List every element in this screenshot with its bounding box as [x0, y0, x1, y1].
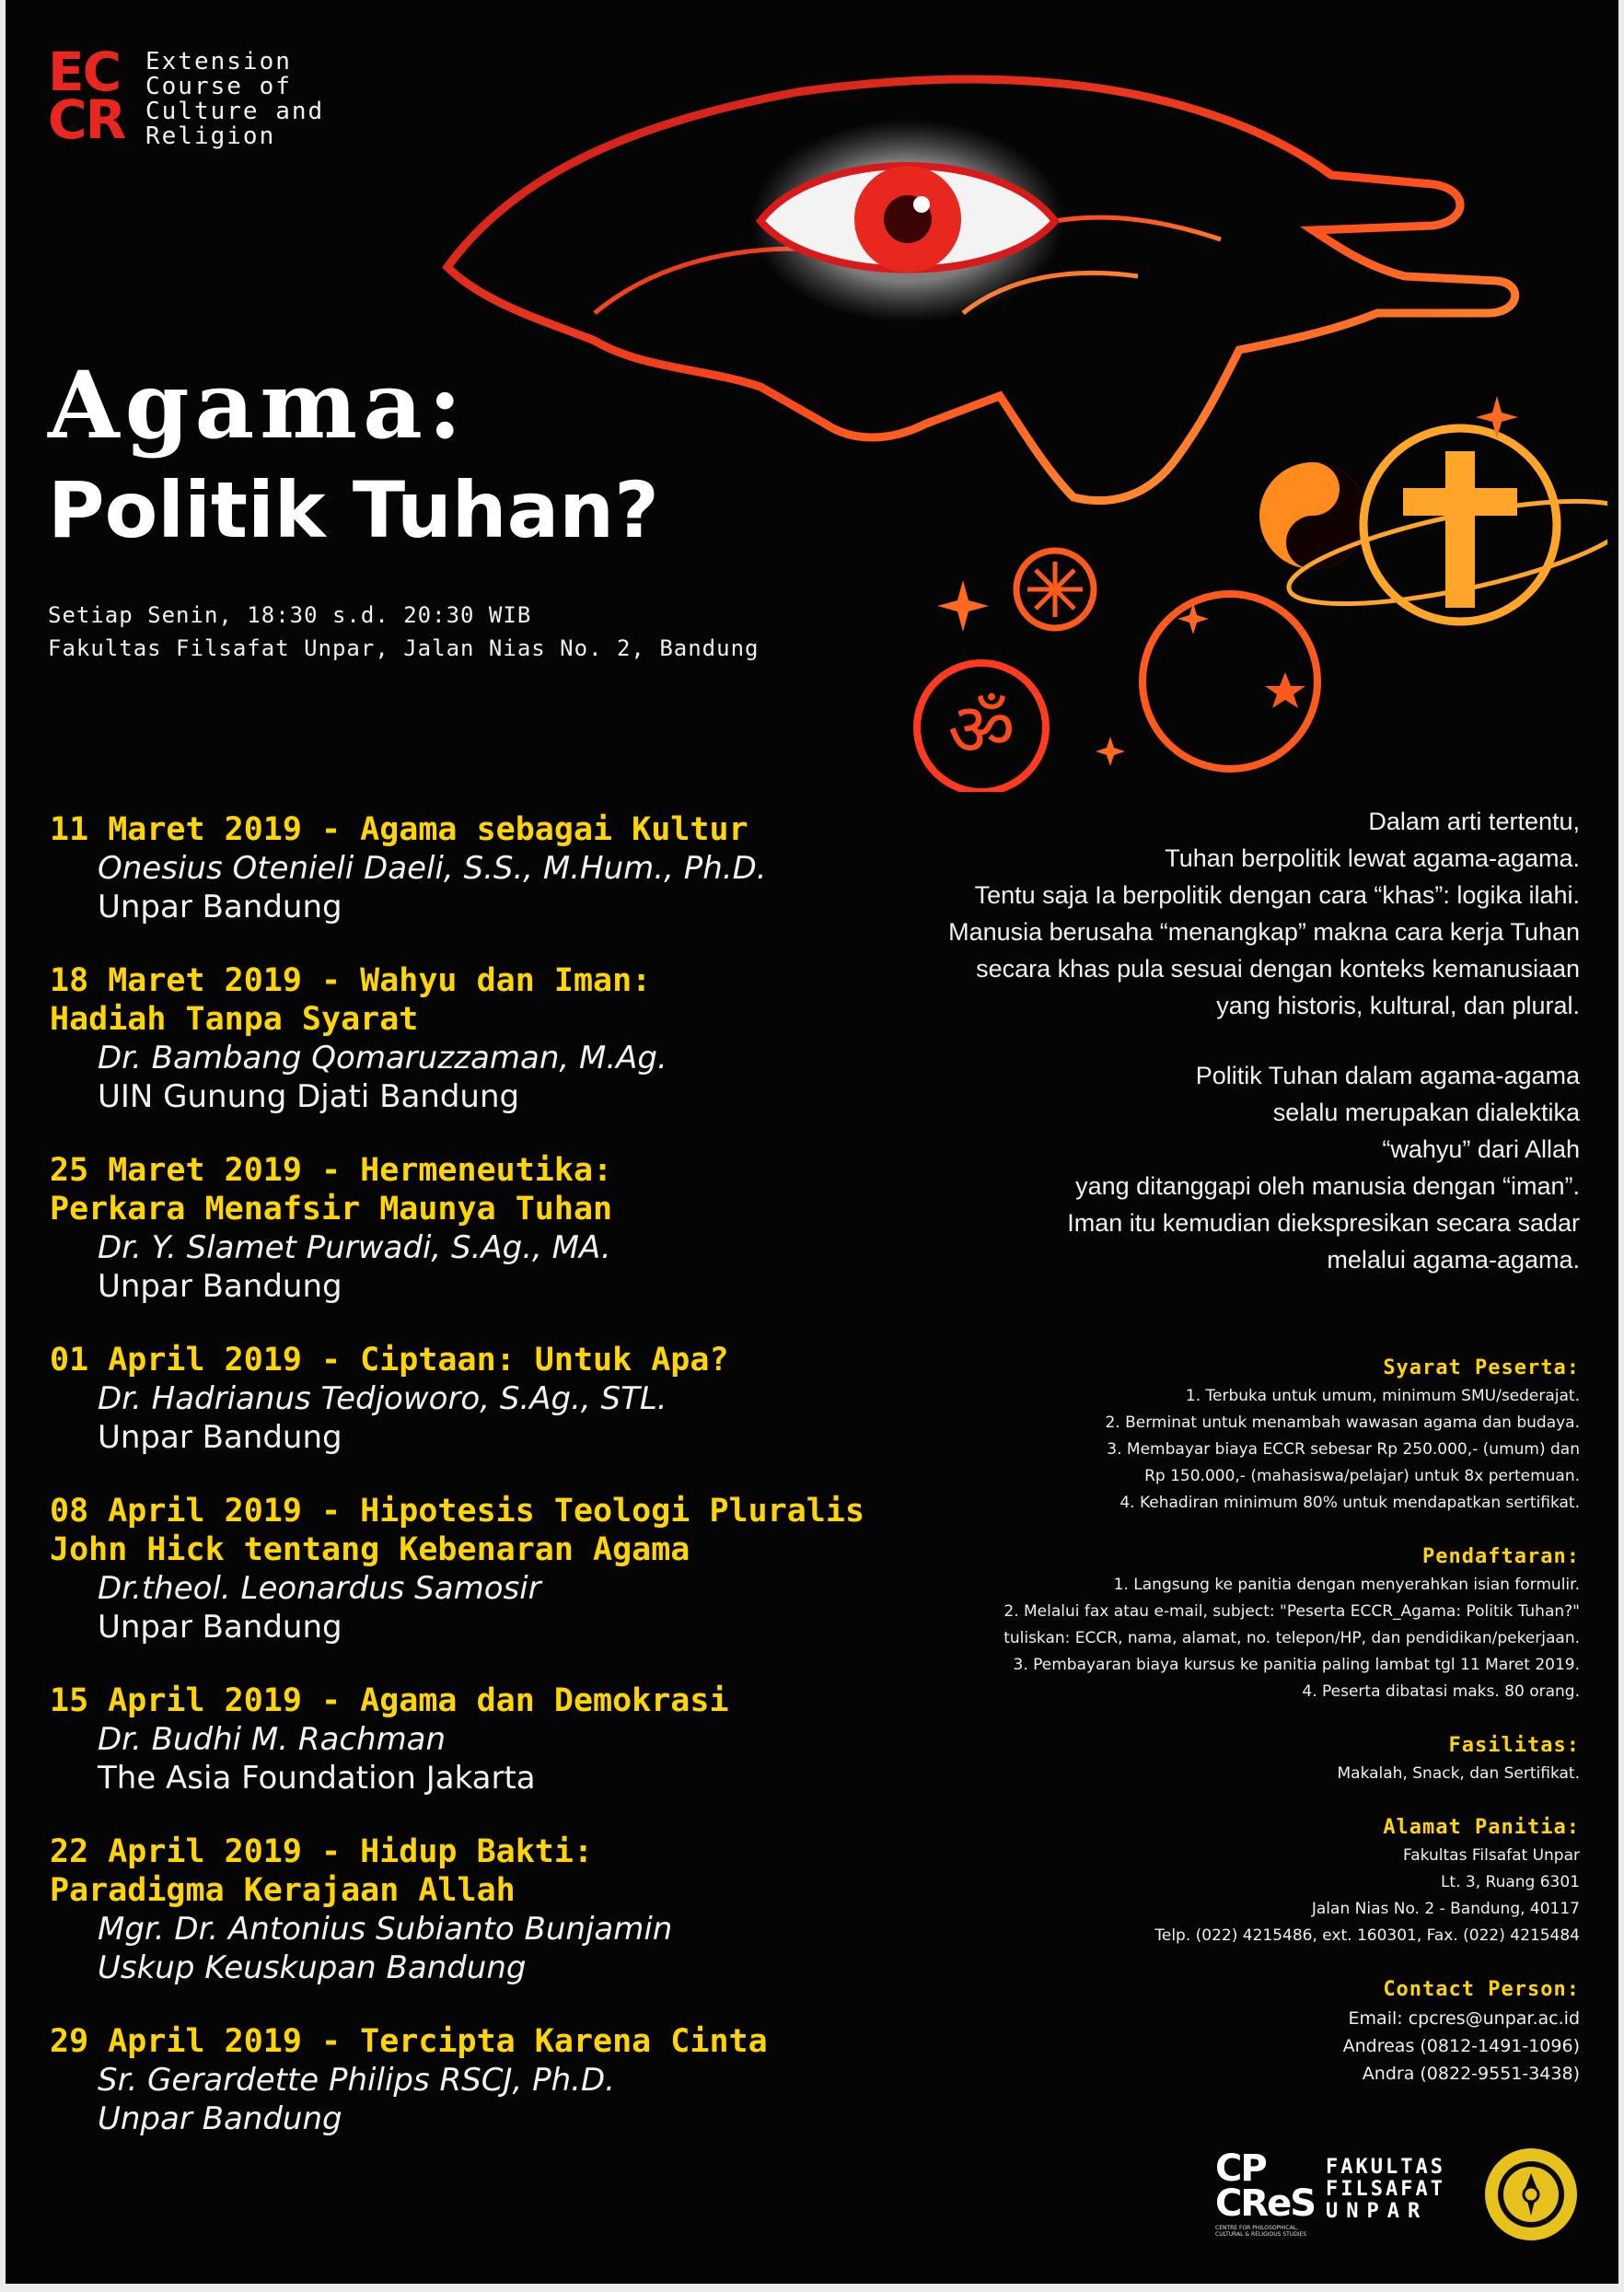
session-title: 01 April 2019 - Ciptaan: Untuk Apa?	[50, 1342, 729, 1379]
dharma-wheel-spokes	[1027, 562, 1083, 617]
description-line: Manusia berusaha “menangkap” makna cara kerja Tuhan	[948, 918, 1580, 946]
fakultas-line: UNPAR	[1326, 2200, 1429, 2223]
info-line: 4. Peserta dibatasi maks. 80 orang.	[1302, 1682, 1580, 1701]
fakultas-logo	[1326, 2157, 1464, 2223]
session-item	[50, 1832, 878, 1987]
session-speaker: Mgr. Dr. Antonius Subianto Bunjamin	[98, 1911, 673, 1948]
registration-heading: Pendaftaran:	[1422, 1545, 1580, 1568]
session-affiliation: Unpar Bandung	[98, 889, 342, 925]
contact-heading: Contact Person:	[1383, 1978, 1580, 2001]
session-speaker: Dr. Bambang Qomaruzzaman, M.Ag.	[98, 1040, 667, 1076]
session-title: 08 April 2019 - Hipotesis Teologi Pluralis	[50, 1493, 865, 1530]
crescent-shape	[1184, 626, 1239, 737]
logo-line: Religion	[145, 122, 276, 150]
event-place: Fakultas Filsafat Unpar, Jalan Nias No. 2, Bandung	[48, 635, 760, 661]
description-line: Dalam arti tertentu,	[1368, 808, 1580, 835]
info-line: Jalan Nias No. 2 - Bandung, 40117	[1311, 1900, 1580, 1918]
session-title: 11 Maret 2019 - Agama sebagai Kultur	[50, 811, 748, 848]
session-subtitle: Paradigma Kerajaan Allah	[50, 1872, 516, 1909]
session-affiliation: Uskup Keuskupan Bandung	[98, 1949, 527, 1986]
contact-phone: Andreas (0812-1491-1096)	[1342, 2036, 1580, 2056]
contact-phone: Andra (0822-9551-3438)	[1362, 2064, 1580, 2084]
logo-letters-cr: CR	[48, 88, 125, 151]
session-speaker: Onesius Otenieli Daeli, S.S., M.Hum., Ph.D.	[98, 850, 767, 887]
info-line: 3. Membayar biaya ECCR sebesar Rp 250.000,- (umum) dan	[1107, 1440, 1580, 1459]
session-title: 22 April 2019 - Hidup Bakti:	[50, 1833, 594, 1870]
logo-text	[145, 50, 366, 149]
session-item	[50, 1151, 878, 1306]
session-subtitle: Hadiah Tanpa Syarat	[50, 1001, 419, 1038]
cpcres-bottom: CReS	[1215, 2182, 1316, 2225]
description-line: “wahyu” dari Allah	[1382, 1135, 1580, 1163]
requirements-block	[843, 1354, 1580, 1517]
session-title: 29 April 2019 - Tercipta Karena Cinta	[50, 2023, 768, 2060]
footer-logos	[1215, 2146, 1583, 2247]
session-subtitle: John Hick tentang Kebenaran Agama	[50, 1531, 690, 1568]
crescent-star-icon	[1143, 594, 1317, 769]
info-line: 2. Melalui fax atau e-mail, subject: "Peserta ECCR_Agama: Politik Tuhan?"	[1003, 1602, 1580, 1621]
title-line-2: Politik Tuhan?	[48, 465, 659, 555]
logo-line: Course of	[145, 73, 292, 100]
info-line: 1. Terbuka untuk umum, minimum SMU/sederajat.	[1185, 1387, 1580, 1405]
cpcres-tagline: CENTRE FOR PHILOSOPHICAL, CULTURAL & RELIGIOUS STUDIES	[1215, 2225, 1307, 2238]
info-line: Makalah, Snack, dan Sertifikat.	[1337, 1764, 1580, 1783]
poster-title	[48, 350, 659, 556]
session-title: 18 Maret 2019 - Wahyu dan Iman:	[50, 962, 652, 999]
fakultas-line: FILSAFAT	[1326, 2178, 1445, 2201]
poster	[6, 0, 1618, 2284]
session-subtitle: Perkara Menafsir Maunya Tuhan	[50, 1191, 613, 1227]
requirements-heading: Syarat Peserta:	[1383, 1356, 1580, 1379]
description-line: selalu merupakan dialektika	[1272, 1099, 1580, 1126]
sparkle-icons	[937, 396, 1518, 766]
logo-line: Culture and	[145, 98, 325, 125]
event-time: Setiap Senin, 18:30 s.d. 20:30 WIB	[48, 602, 532, 628]
session-speaker: Sr. Gerardette Philips RSCJ, Ph.D.	[98, 2062, 615, 2099]
info-line: 4. Kehadiran minimum 80% untuk mendapatkan sertifikat.	[1119, 1494, 1580, 1512]
session-speaker: Dr.theol. Leonardus Samosir	[98, 1570, 541, 1607]
cpcres-top: CP	[1215, 2147, 1266, 2190]
facilities-heading: Fasilitas:	[1448, 1734, 1580, 1757]
description-line: yang ditanggapi oleh manusia dengan “iman”.	[1075, 1172, 1580, 1200]
description-line: yang historis, kultural, dan plural.	[1216, 992, 1580, 1019]
description-line: Tuhan berpolitik lewat agama-agama.	[1165, 844, 1580, 872]
om-glyph: ॐ	[947, 687, 1015, 773]
cpcres-logo	[1215, 2147, 1317, 2238]
unpar-seal-icon	[1482, 2146, 1580, 2243]
contact-block	[843, 1975, 1580, 2088]
address-block	[843, 1813, 1580, 1949]
description-line: Tentu saja Ia berpolitik dengan cara “khas”: logika ilahi.	[974, 881, 1580, 909]
session-affiliation: Unpar Bandung	[98, 1268, 342, 1305]
session-item	[50, 1681, 878, 1798]
description	[825, 803, 1580, 1311]
info-line: Lt. 3, Ruang 6301	[1440, 1873, 1580, 1891]
info-line: Fakultas Filsafat Unpar	[1403, 1846, 1580, 1865]
eye-highlight	[913, 196, 930, 213]
session-affiliation: Unpar Bandung	[98, 2100, 342, 2137]
session-title: 25 Maret 2019 - Hermeneutika:	[50, 1152, 613, 1189]
session-affiliation: Unpar Bandung	[98, 1419, 342, 1456]
info-panel	[843, 1354, 1580, 2113]
session-item	[50, 1341, 878, 1457]
session-affiliation: UIN Gunung Djati Bandung	[98, 1078, 520, 1115]
info-line: Rp 150.000,- (mahasiswa/pelajar) untuk 8x pertemuan.	[1144, 1467, 1580, 1485]
session-title: 15 April 2019 - Agama dan Demokrasi	[50, 1682, 729, 1719]
event-time-place	[48, 599, 759, 665]
facilities-block	[843, 1731, 1580, 1787]
session-item	[50, 2022, 878, 2138]
logo-letters	[48, 41, 140, 151]
session-item	[50, 961, 878, 1116]
description-line: Politik Tuhan dalam agama-agama	[1195, 1062, 1580, 1089]
session-schedule	[50, 810, 878, 2173]
address-heading: Alamat Panitia:	[1383, 1816, 1580, 1839]
session-item	[50, 810, 878, 926]
info-line: Telp. (022) 4215486, ext. 160301, Fax. (022) 4215484	[1154, 1926, 1580, 1945]
info-line: 2. Berminat untuk menambah wawasan agama dan budaya.	[1105, 1414, 1580, 1432]
description-paragraph-2	[825, 1057, 1580, 1278]
info-line: 1. Langsung ke panitia dengan menyerahkan isian formulir.	[1113, 1576, 1580, 1594]
description-line: secara khas pula sesuai dengan konteks kemanusiaan	[976, 955, 1580, 983]
description-paragraph-1	[825, 803, 1580, 1024]
description-line: melalui agama-agama.	[1327, 1246, 1580, 1274]
title-line-1: Agama:	[48, 351, 468, 460]
session-affiliation: The Asia Foundation Jakarta	[98, 1760, 536, 1797]
logo-letters-ec: EC	[48, 41, 121, 103]
session-item	[50, 1492, 878, 1646]
session-affiliation: Unpar Bandung	[98, 1609, 342, 1646]
description-line: Iman itu kemudian diekspresikan secara sadar	[1067, 1209, 1580, 1237]
fakultas-line: FAKULTAS	[1326, 2156, 1445, 2179]
registration-block	[843, 1542, 1580, 1705]
logo-line: Extension	[145, 48, 292, 76]
session-speaker: Dr. Hadrianus Tedjoworo, S.Ag., STL.	[98, 1380, 667, 1417]
info-line: 3. Pembayaran biaya kursus ke panitia paling lambat tgl 11 Maret 2019.	[1013, 1656, 1580, 1674]
session-speaker: Dr. Y. Slamet Purwadi, S.Ag., MA.	[98, 1229, 611, 1266]
contact-email: Email: cpcres@unpar.ac.id	[1348, 2008, 1580, 2029]
crescent-star	[1265, 672, 1305, 708]
info-line: tuliskan: ECCR, nama, alamat, no. telepon/HP, dan pendidikan/pekerjaan.	[1003, 1629, 1580, 1647]
session-speaker: Dr. Budhi M. Rachman	[98, 1721, 447, 1758]
